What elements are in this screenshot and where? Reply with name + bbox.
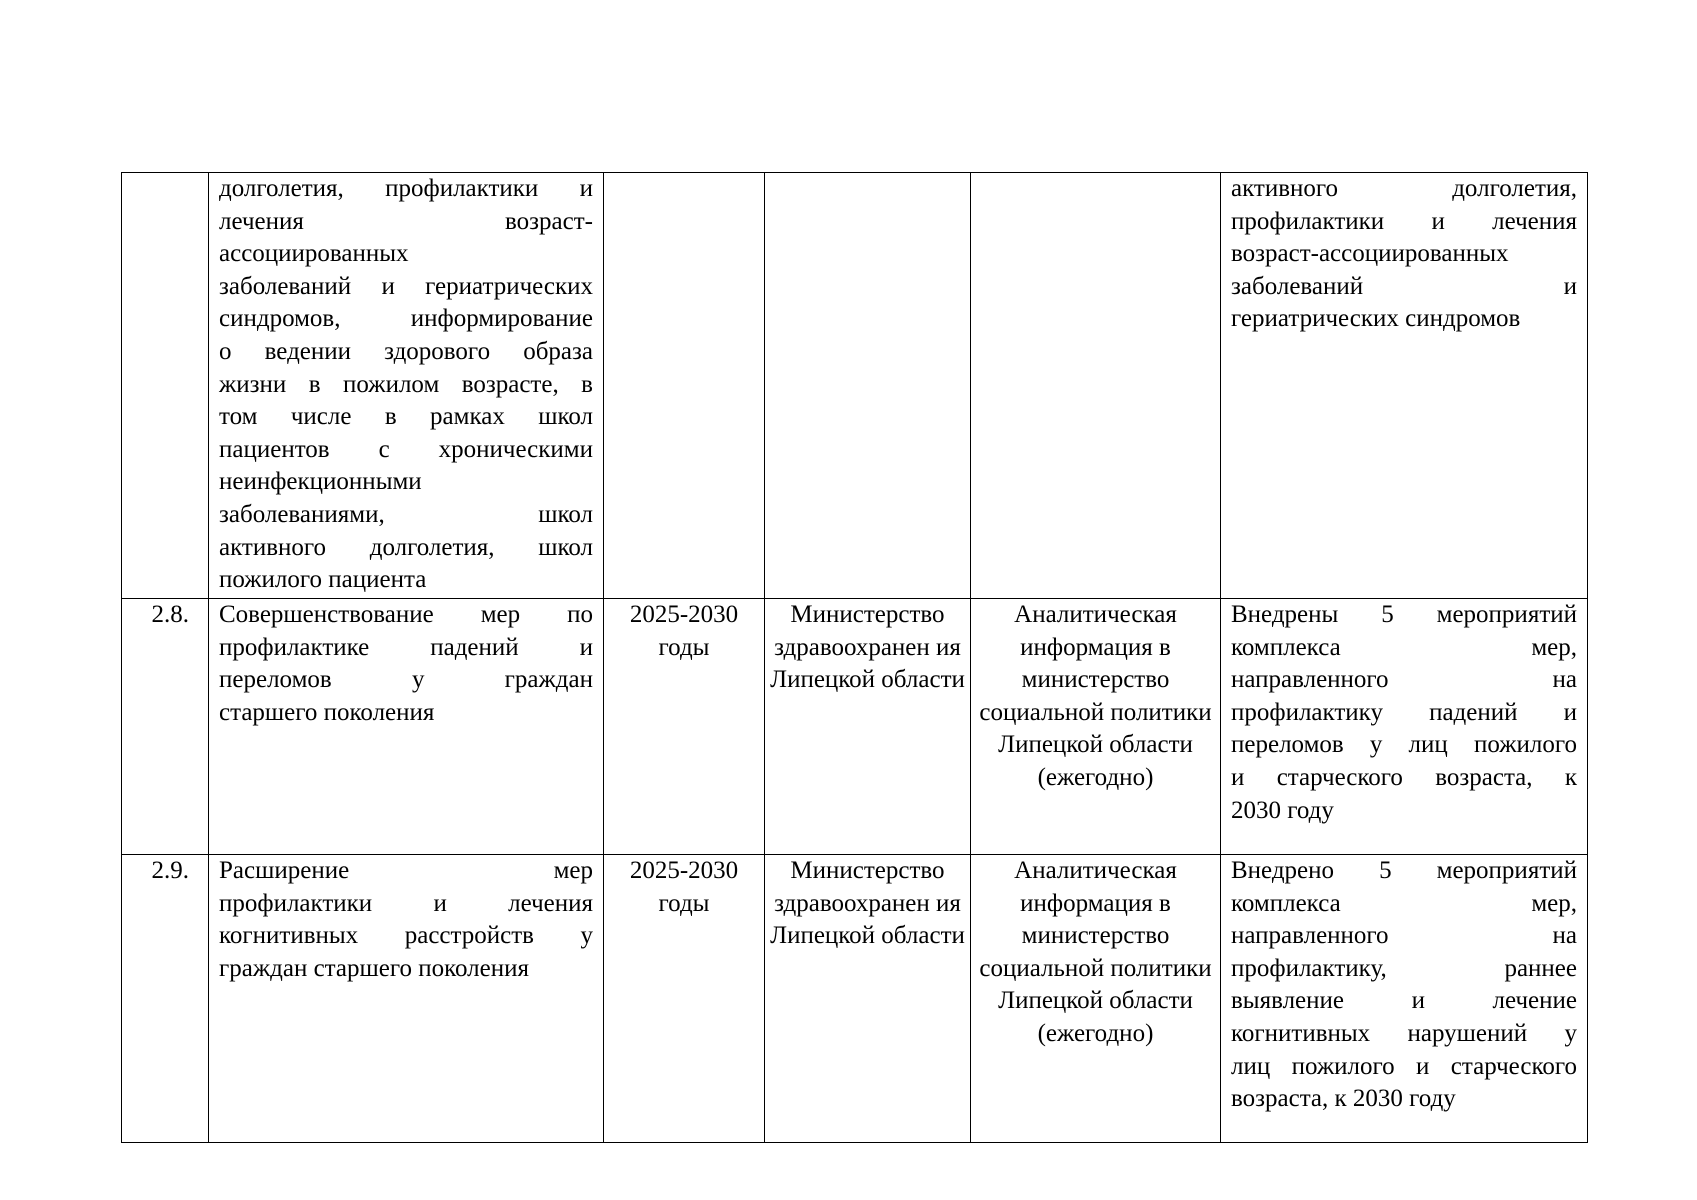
activity-line: том числе в рамках школ <box>219 403 593 431</box>
table-row <box>122 599 1588 855</box>
activity-line: активного долголетия, школ <box>219 533 593 561</box>
measures-table <box>121 172 1588 1143</box>
activity-line: долголетия, профилактики и <box>219 175 593 202</box>
result-line: гериатрических синдромов <box>1231 305 1521 333</box>
executor-cell: Министерство здравоохранен ия Липецкой области <box>765 855 971 1143</box>
result-line: заболеваний и <box>1231 272 1577 300</box>
activity-line: пациентов с хроническими <box>219 435 593 463</box>
period-cell <box>604 173 765 599</box>
row-number-cell: 2.8. <box>122 599 209 855</box>
reporting-cell: Аналитическая информация в министерство социальной политики Липецкой области (ежегодно) <box>971 599 1221 855</box>
result-line: Внедрено 5 мероприятий <box>1231 857 1577 884</box>
result-line: возраста, к 2030 году <box>1231 1085 1456 1113</box>
activity-line: переломов у граждан <box>219 666 593 694</box>
result-line: профилактику падений и <box>1231 698 1577 726</box>
result-line: профилактики и лечения <box>1231 207 1577 235</box>
result-line: профилактику, раннее <box>1231 954 1577 982</box>
result-line: активного долголетия, <box>1231 175 1577 202</box>
result-line: 2030 году <box>1231 796 1334 824</box>
result-cell <box>1221 855 1588 1143</box>
result-line: комплекса мер, <box>1231 889 1577 917</box>
activity-cell <box>209 173 604 599</box>
activity-cell <box>209 599 604 855</box>
period-cell: 2025-2030 годы <box>604 855 765 1143</box>
result-line: переломов у лиц пожилого <box>1231 731 1577 759</box>
result-line: выявление и лечение <box>1231 987 1577 1015</box>
activity-line: заболеваниями, школ <box>219 500 593 528</box>
measures-table-body <box>122 173 1588 1143</box>
activity-line: ассоциированных <box>219 240 409 268</box>
activity-line: неинфекционными <box>219 468 422 496</box>
result-cell <box>1221 599 1588 855</box>
activity-line: профилактике падений и <box>219 633 593 661</box>
activity-line: старшего поколения <box>219 698 435 726</box>
result-line: возраст-ассоциированных <box>1231 240 1509 268</box>
activity-line: профилактики и лечения <box>219 889 593 917</box>
activity-line: лечения возраст- <box>219 207 593 235</box>
result-line: направленного на <box>1231 666 1577 694</box>
activity-cell <box>209 855 604 1143</box>
activity-line: заболеваний и гериатрических <box>219 272 593 300</box>
activity-line: жизни в пожилом возрасте, в <box>219 370 593 398</box>
activity-line: о ведении здорового образа <box>219 337 593 365</box>
row-number-cell <box>122 173 209 599</box>
executor-cell <box>765 173 971 599</box>
activity-line: Совершенствование мер по <box>219 601 593 628</box>
table-row <box>122 173 1588 599</box>
result-line: лиц пожилого и старческого <box>1231 1052 1577 1080</box>
result-line: когнитивных нарушений у <box>1231 1019 1577 1047</box>
activity-line: синдромов, информирование <box>219 305 593 333</box>
activity-line: Расширение мер <box>219 857 593 884</box>
result-line: комплекса мер, <box>1231 633 1577 661</box>
period-cell: 2025-2030 годы <box>604 599 765 855</box>
table-row <box>122 855 1588 1143</box>
result-line: Внедрены 5 мероприятий <box>1231 601 1577 628</box>
row-number-cell: 2.9. <box>122 855 209 1143</box>
result-line: направленного на <box>1231 922 1577 950</box>
activity-line: пожилого пациента <box>219 566 427 594</box>
reporting-cell <box>971 173 1221 599</box>
activity-line: граждан старшего поколения <box>219 954 529 982</box>
result-cell <box>1221 173 1588 599</box>
reporting-cell: Аналитическая информация в министерство социальной политики Липецкой области (ежегодно) <box>971 855 1221 1143</box>
executor-cell: Министерство здравоохранен ия Липецкой области <box>765 599 971 855</box>
result-line: и старческого возраста, к <box>1231 763 1577 791</box>
activity-line: когнитивных расстройств у <box>219 922 593 950</box>
